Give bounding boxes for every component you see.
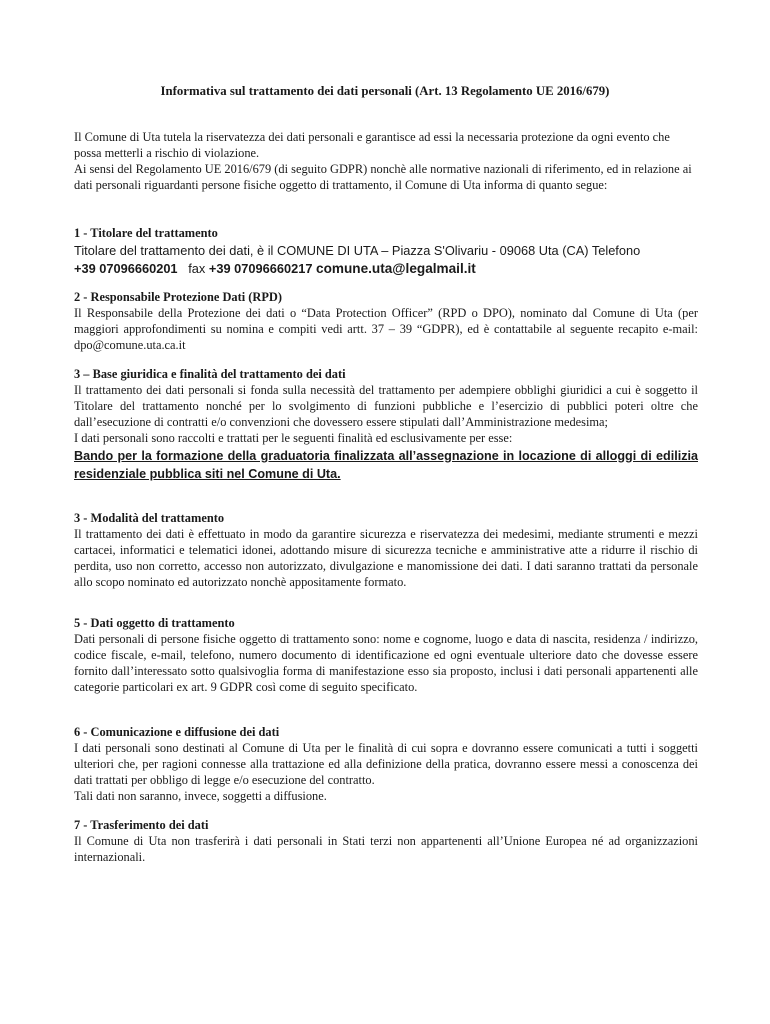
section-2 xyxy=(74,290,698,354)
controller-address: Titolare del trattamento dei dati, è il COMUNE DI UTA – Piazza S'Olivariu - 09068 Uta (CA) Telefono xyxy=(74,242,641,258)
section-5-heading: 5 - Dati oggetto di trattamento xyxy=(74,616,235,630)
section-6 xyxy=(74,725,698,805)
section-4-text: Il trattamento dei dati è effettuato in modo da garantire sicurezza e riservatezza dei medesimi, mediante strumenti e mezzi cartacei, informatici e telematici idonei, adottando misure di sicurezza tecniche e amministrative atte a ridurre il rischio di perdita, uso non corretto, accesso non autorizzato, divulgazione e manomissione dei dati. I dati saranno trattati da personale allo scopo nominato ed autorizzato nonchè appositamente formato. xyxy=(74,526,698,589)
section-1 xyxy=(74,226,698,278)
section-2-text: Il Responsabile della Protezione dei dati o “Data Protection Officer” (RPD o DPO), nominato dal Comune di Uta (per maggiori approfondimenti su nomina e compiti vedi artt. 37 – 39 “GDPR), ed è contattabile al seguente recapito e-mail: dpo@comune.uta.ca.it xyxy=(74,305,698,352)
section-7-text: Il Comune di Uta non trasferirà i dati personali in Stati terzi non appartenenti all’Unione Europea né ad organizzazioni internazionali. xyxy=(74,833,698,864)
section-6-text: I dati personali sono destinati al Comune di Uta per le finalità di cui sopra e dovranno essere comunicati a tutti i soggetti ulteriori che, per ragioni connesse alla trattazione ed alla definizione della pratica, dovranno essere messi a conoscenza dei dati trattati per obbligo di legge e/o esecuzione del contratto. xyxy=(74,740,698,787)
section-6-heading: 6 - Comunicazione e diffusione dei dati xyxy=(74,725,280,739)
intro-block xyxy=(74,130,698,194)
section-7-heading: 7 - Trasferimento dei dati xyxy=(74,818,209,832)
section-3-purpose: Bando per la formazione della graduatoria finalizzata all’assegnazione in locazione di alloggi di edilizia residenziale pubblica siti nel Comune di Uta. xyxy=(74,448,698,481)
fax-number: +39 07096660217 xyxy=(208,260,313,276)
section-1-heading: 1 - Titolare del trattamento xyxy=(74,226,218,240)
section-3 xyxy=(74,367,698,483)
section-2-heading: 2 - Responsabile Protezione Dati (RPD) xyxy=(74,290,282,304)
section-6-text-2: Tali dati non saranno, invece, soggetti a diffusione. xyxy=(74,788,327,803)
phone-number: +39 07096660201 xyxy=(74,260,178,276)
controller-contacts xyxy=(74,260,698,278)
section-5 xyxy=(74,616,698,696)
section-3-text-2: I dati personali sono raccolti e trattati per le seguenti finalità ed esclusivamente per esse: xyxy=(74,430,513,445)
section-3-heading: 3 – Base giuridica e finalità del trattamento dei dati xyxy=(74,367,346,381)
section-5-text: Dati personali di persone fisiche oggetto di trattamento sono: nome e cognome, luogo e data di nascita, residenza / indirizzo, codice fiscale, e-mail, telefono, numero documento di identificazione ed ogni eventuale ulteriore dato che dovesse essere fornito dall’interessato sotto qualsivoglia forma di manifestazione esso sia proposto, inclusi i dati personali appartenenti alle categorie particolari ex art. 9 GDPR così come di seguito specificato. xyxy=(74,631,698,694)
document-title: Informativa sul trattamento dei dati personali (Art. 13 Regolamento UE 2016/679) xyxy=(160,84,610,98)
section-4 xyxy=(74,511,698,591)
fax-label: fax xyxy=(188,260,206,276)
intro-paragraph-2: Ai sensi del Regolamento UE 2016/679 (di seguito GDPR) nonchè alle normative nazionali di riferimento, ed in relazione ai dati personali riguardanti persone fisiche oggetto di trattamento, il Comune di Uta informa di quanto segue: xyxy=(74,161,692,192)
intro-paragraph-1: Il Comune di Uta tutela la riservatezza dei dati personali e garantisce ad essi la necessaria protezione da ogni evento che possa metterli a rischio di violazione. xyxy=(74,130,670,160)
pec-address: comune.uta@legalmail.it xyxy=(316,260,476,276)
section-4-heading: 3 - Modalità del trattamento xyxy=(74,511,225,525)
section-7 xyxy=(74,818,698,866)
section-3-text: Il trattamento dei dati personali si fonda sulla necessità del trattamento per adempiere obblighi giuridici a cui è soggetto il Titolare del trattamento nonché per lo svolgimento di funzioni pubbliche e l’esercizio di pubblici poteri oltre che dall’esecuzione di contratti e/o convenzioni che dovessero essere stipulati dall’Amministrazione medesima; xyxy=(74,382,698,429)
